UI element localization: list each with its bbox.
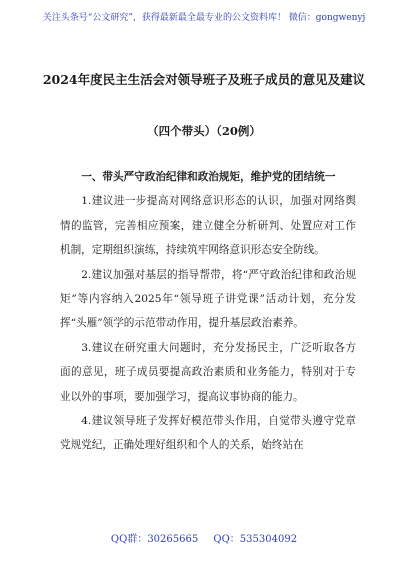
header-notice: 关注头条号“公文研究”，获得最新最全最专业的公文资料库！ 微信：gongwenyj: [42, 13, 366, 23]
suggestion-paragraph-1: 1.建议进一步提高对网络意识形态的认识，加强对网络舆情的监管，完善相应预案，建立健全分析研判、处置应对工作机制，定期组织演练，持续筑牢网络意识形态安全防线。: [60, 195, 356, 257]
suggestion-paragraph-3: 3.建议在研究重大问题时，充分发扬民主，广泛听取各方面的意见，班子成员要提高政治素质和业务能力，特别对于专业以外的事项，要加强学习，提高议事协商的能力。: [60, 341, 356, 403]
section-heading: 一、带头严守政治纪律和政治规矩，维护党的团结统一: [81, 171, 336, 183]
suggestion-paragraph-4: 4.建议领导班子发挥好模范带头作用，自觉带头遵守党章党规党纪，正确处理好组织和个人的关系，始终站在: [60, 415, 356, 452]
footer-qq-group: QQ群：30265665: [110, 534, 199, 545]
footer-qq-number: QQ：535304092: [213, 534, 298, 545]
footer-contact: [0, 533, 408, 547]
document-body: [60, 165, 356, 458]
document-subtitle: （四个带头）（20例）: [147, 124, 261, 138]
suggestion-paragraph-2: 2.建议加强对基层的指导帮带，将“严守政治纪律和政治规矩”等内容纳入2025年“领导班子讲党课”活动计划，充分发挥“头雁”领学的示范带动作用，提升基层政治素养。: [60, 268, 356, 330]
document-title: 2024年度民主生活会对领导班子及班子成员的意见及建议: [42, 72, 366, 87]
